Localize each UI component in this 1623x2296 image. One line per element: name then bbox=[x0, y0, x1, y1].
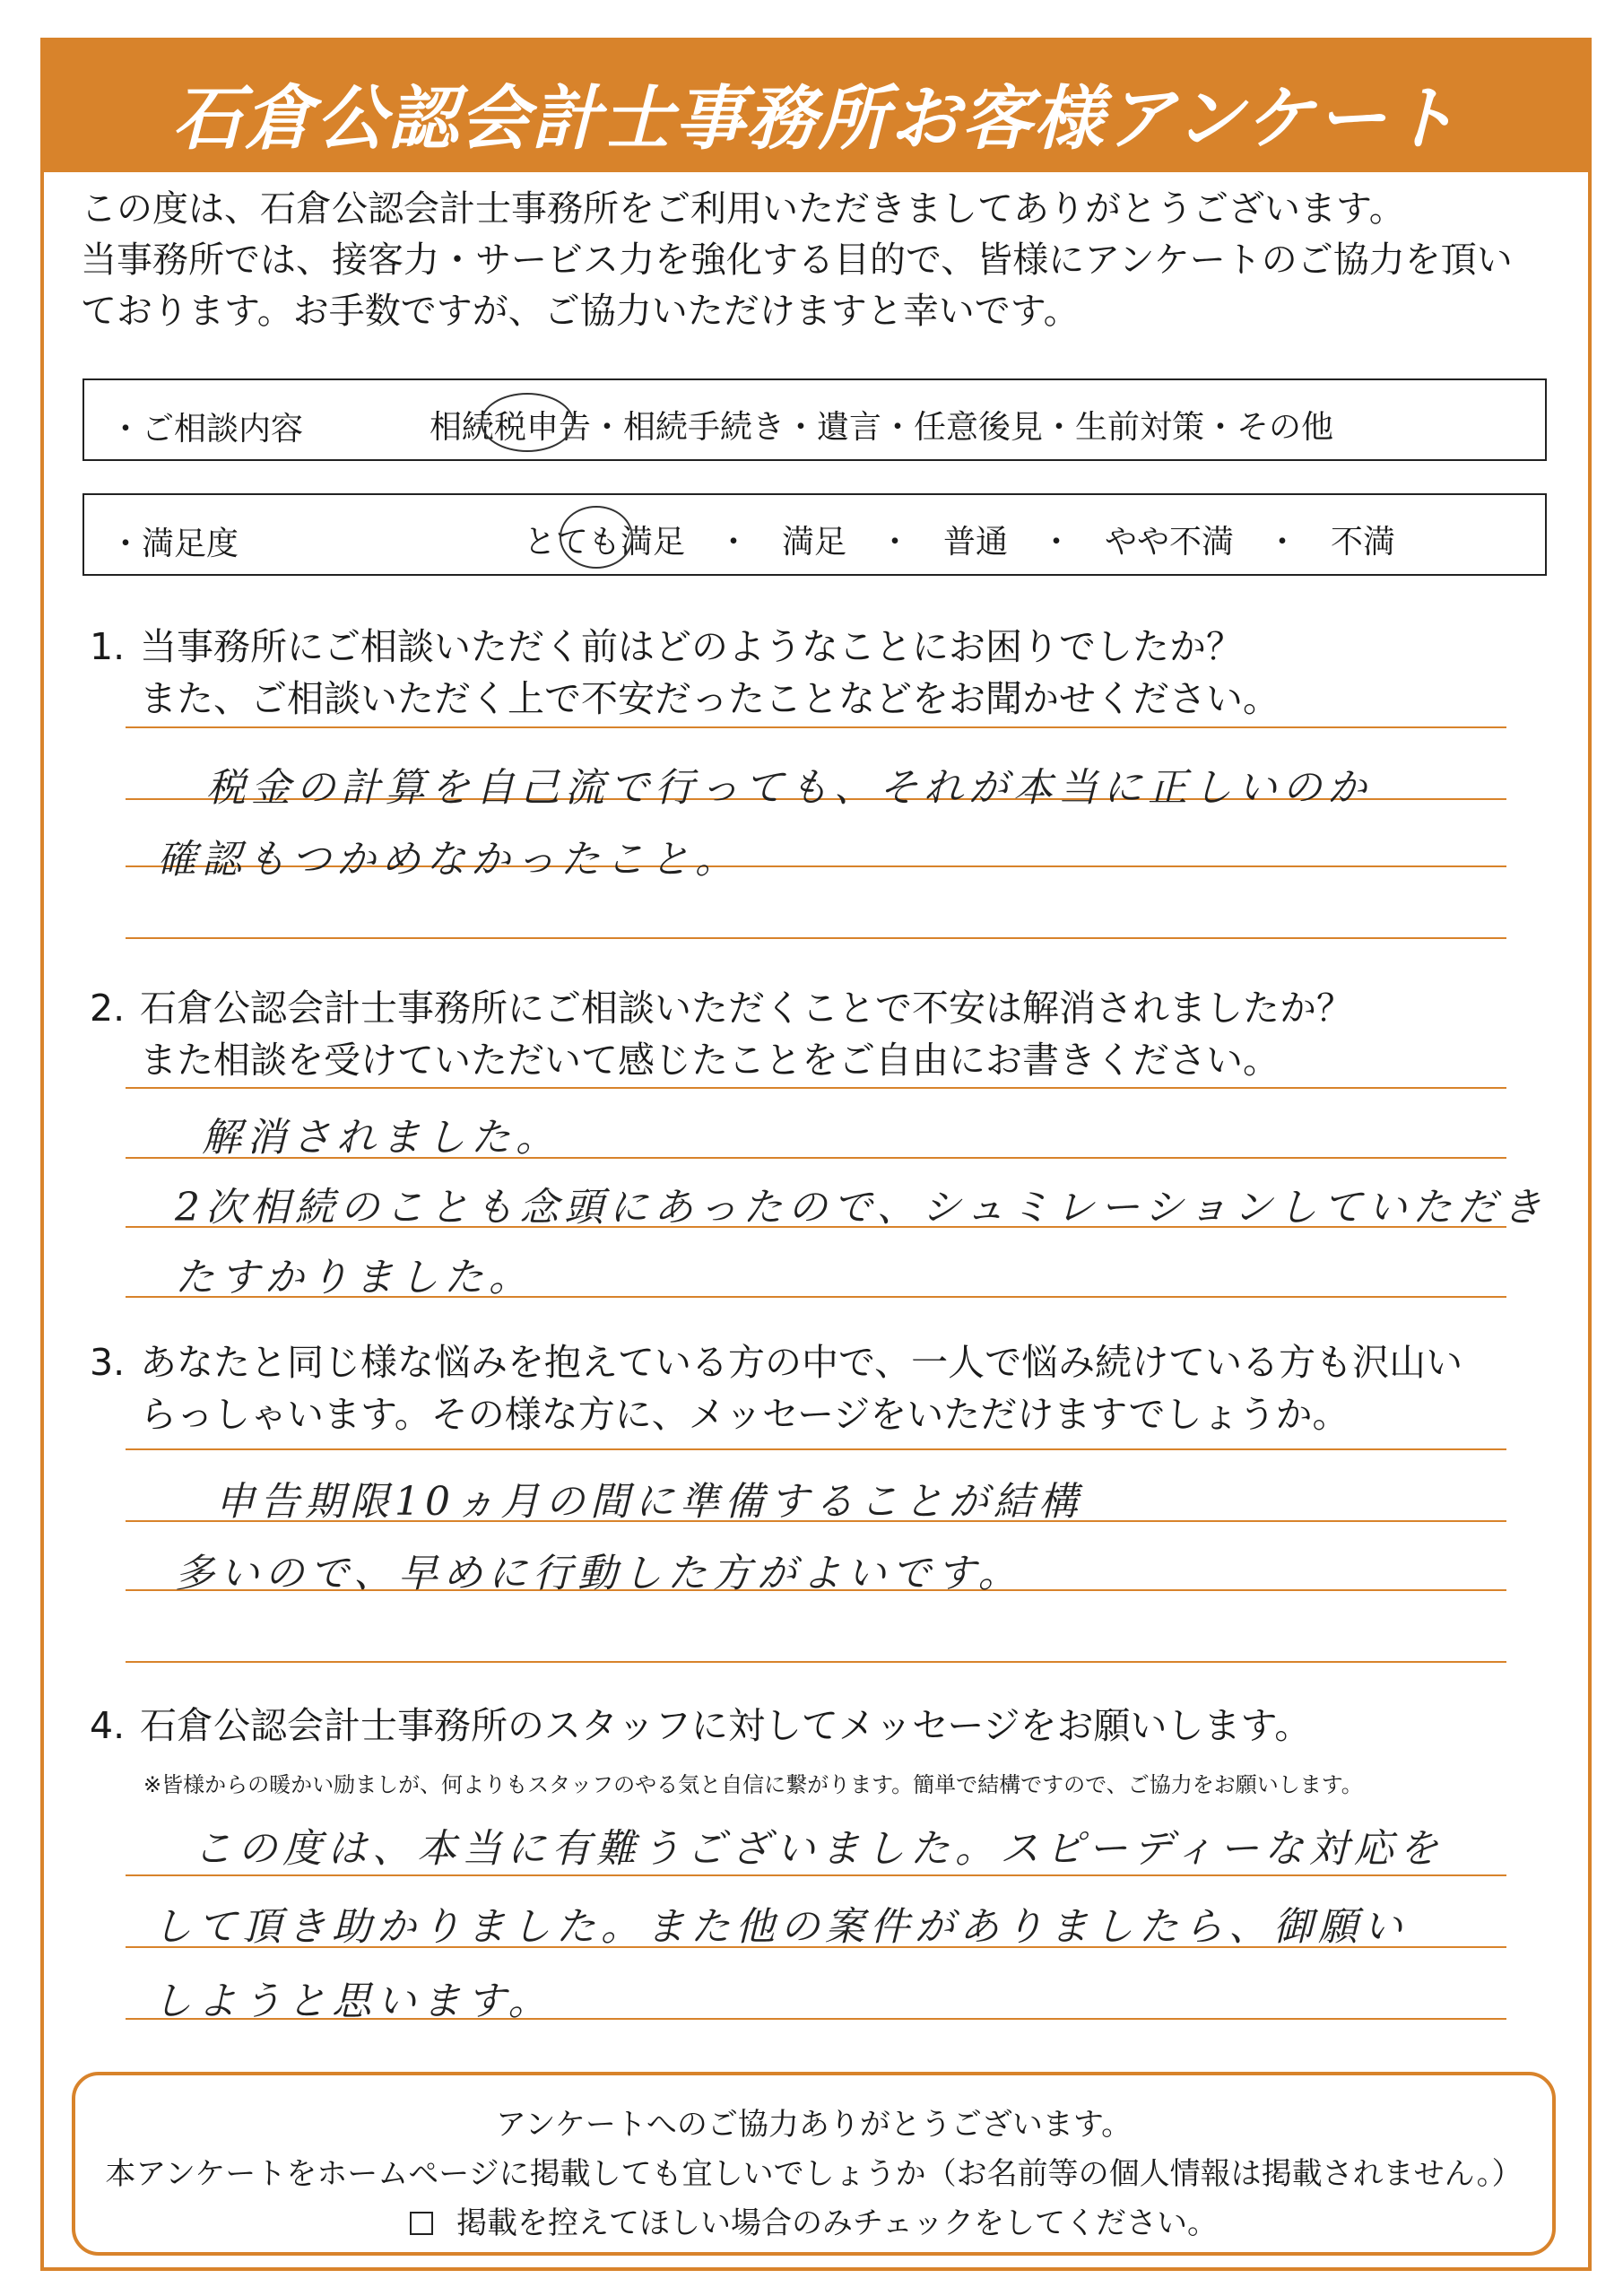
handwritten-answer: たすかりました。 bbox=[175, 1255, 534, 1300]
intro-line: ております。お手数ですが、ご協力いただけますと幸いです。 bbox=[81, 291, 1080, 332]
answer-line bbox=[126, 1661, 1506, 1663]
footer-question: 本アンケートをホームページに掲載しても宜しいでしょうか（お名前等の個人情報は掲載されません。） bbox=[105, 2156, 1523, 2192]
answer-line bbox=[126, 1874, 1506, 1876]
satisfaction-label: ・満足度 bbox=[109, 526, 239, 562]
question-1 bbox=[90, 621, 1280, 725]
handwritten-answer: 申告期限10ヵ月の間に準備することが結構 bbox=[215, 1479, 1083, 1525]
answer-line bbox=[126, 1087, 1506, 1089]
intro-line: この度は、石倉公認会計士事務所をご利用いただきましてありがとうございます。 bbox=[81, 188, 1405, 230]
handwritten-answer: して頂き助かりました。また他の案件がありましたら、御願い bbox=[152, 1904, 1408, 1950]
question-2 bbox=[90, 982, 1353, 1086]
footer-checkbox-label: 掲載を控えてほしい場合のみチェックをしてください。 bbox=[456, 2205, 1218, 2241]
question-3 bbox=[90, 1336, 1462, 1440]
question-text: また相談を受けていただいて感じたことをご自由にお書きください。 bbox=[140, 1039, 1280, 1082]
answer-line bbox=[126, 1448, 1506, 1450]
consultation-label: ・ご相談内容 bbox=[109, 411, 304, 448]
page-title: 石倉公認会計士事務所お客様アンケート bbox=[172, 79, 1460, 160]
satisfaction-box bbox=[82, 493, 1547, 576]
consultation-options[interactable]: 相続税申告・相続手続き・遺言・任意後見・生前対策・その他 bbox=[430, 409, 1334, 446]
handwritten-answer: 税金の計算を自己流で行っても、それが本当に正しいのか bbox=[206, 765, 1372, 811]
title-banner bbox=[40, 38, 1592, 172]
intro-text bbox=[81, 184, 1569, 337]
handwritten-answer: この度は、本当に有難うございました。スピーディーな対応を bbox=[193, 1826, 1444, 1872]
question-number: 3. bbox=[90, 1341, 126, 1384]
satisfaction-options[interactable]: とても満足 ・ 満足 ・ 普通 ・ やや不満 ・ 不満 bbox=[524, 524, 1396, 561]
question-text: 当事務所にご相談いただく前はどのようなことにお困りでしたか？ bbox=[140, 625, 1243, 668]
question-text: あなたと同じ様な悩みを抱えている方の中で、一人で悩み続けている方も沢山い bbox=[140, 1341, 1463, 1384]
consultation-box bbox=[82, 378, 1547, 461]
selection-circle bbox=[481, 393, 574, 452]
handwritten-answer: 2次相続のことも念頭にあったので、シュミレーションしていただき bbox=[175, 1185, 1548, 1231]
question-note: ※皆様からの暖かい励ましが、何よりもスタッフのやる気と自信に繋がります。簡単で結構ですので、ご協力をお願いします。 bbox=[143, 1772, 1363, 1797]
intro-line: 当事務所では、接客力・サービス力を強化する目的で、皆様にアンケートのご協力を頂い bbox=[81, 239, 1513, 281]
selection-circle bbox=[560, 506, 633, 569]
opt-out-checkbox[interactable] bbox=[410, 2212, 433, 2235]
footer-thanks: アンケートへのご協力ありがとうございます。 bbox=[495, 2107, 1133, 2143]
question-text: らっしゃいます。その様な方に、メッセージをいただけますでしょうか。 bbox=[140, 1393, 1350, 1436]
question-number: 1. bbox=[90, 625, 126, 668]
answer-line bbox=[126, 726, 1506, 728]
question-number: 2. bbox=[90, 987, 126, 1030]
handwritten-answer: 解消されました。 bbox=[202, 1115, 560, 1161]
answer-line bbox=[126, 937, 1506, 939]
footer-box bbox=[72, 2072, 1556, 2256]
question-text: また、ご相談いただく上で不安だったことなどをお聞かせください。 bbox=[140, 677, 1280, 720]
question-text: 石倉公認会計士事務所にご相談いただくことで不安は解消されましたか？ bbox=[140, 987, 1353, 1030]
question-4 bbox=[90, 1700, 1311, 1752]
question-text: 石倉公認会計士事務所のスタッフに対してメッセージをお願いします。 bbox=[140, 1704, 1312, 1747]
handwritten-answer: しようと思います。 bbox=[152, 1979, 553, 2024]
handwritten-answer: 多いので、早めに行動した方がよいです。 bbox=[175, 1551, 1023, 1596]
handwritten-answer: 確認もつかめなかったこと。 bbox=[157, 837, 740, 883]
question-number: 4. bbox=[90, 1704, 126, 1747]
